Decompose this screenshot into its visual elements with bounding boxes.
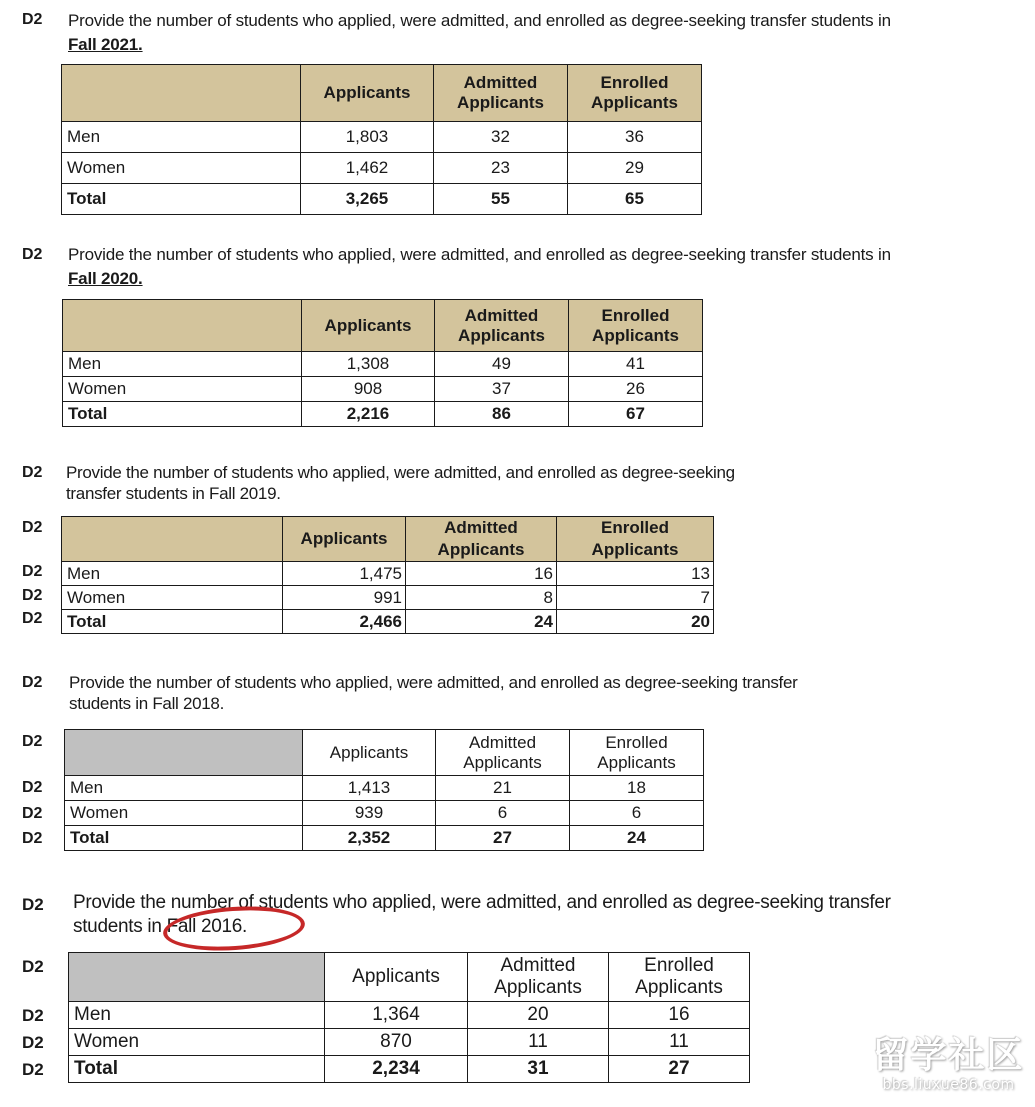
row-label: Men bbox=[62, 562, 283, 586]
table-row-total bbox=[63, 402, 703, 427]
row-code: D2 bbox=[22, 587, 43, 604]
prompt-line: students in Fall 2016. bbox=[73, 916, 248, 937]
table-header-row bbox=[63, 300, 703, 352]
header-applicants: Applicants bbox=[303, 730, 436, 776]
header-enrolled: Enrolled Applicants bbox=[568, 65, 702, 122]
watermark bbox=[866, 1036, 1031, 1094]
prompt-line: Provide the number of students who applied, were admitted, and enrolled as degree-seeking transfer bbox=[73, 892, 891, 913]
header-admitted: Admitted Applicants bbox=[406, 517, 557, 562]
header-blank bbox=[62, 517, 283, 562]
prompt-text: Provide the number of students who applied, were admitted, and enrolled as degree-seeking transfer students in bbox=[68, 11, 891, 30]
row-code: D2 bbox=[22, 519, 43, 536]
cell-applicants: 1,308 bbox=[302, 352, 435, 377]
cell-admitted: 31 bbox=[468, 1056, 609, 1083]
table-row bbox=[62, 586, 714, 610]
item-code: D2 bbox=[22, 674, 43, 691]
cell-enrolled: 7 bbox=[557, 586, 714, 610]
row-code: D2 bbox=[22, 830, 43, 847]
cell-applicants: 1,462 bbox=[301, 153, 434, 184]
watermark-url: bbs.liuxue86.com bbox=[882, 1077, 1015, 1093]
cell-applicants: 2,234 bbox=[325, 1056, 468, 1083]
cell-enrolled: 41 bbox=[569, 352, 703, 377]
cell-enrolled: 13 bbox=[557, 562, 714, 586]
cell-applicants: 1,803 bbox=[301, 122, 434, 153]
header-blank bbox=[69, 953, 325, 1002]
data-table bbox=[68, 952, 750, 1083]
row-code: D2 bbox=[22, 610, 43, 627]
cell-enrolled: 29 bbox=[568, 153, 702, 184]
row-label: Women bbox=[63, 377, 302, 402]
table-header-row bbox=[69, 953, 750, 1002]
cell-enrolled: 65 bbox=[568, 184, 702, 215]
cell-admitted: 24 bbox=[406, 610, 557, 634]
prompt-line: Provide the number of students who applied, were admitted, and enrolled as degree-seeking transfer bbox=[69, 673, 798, 692]
cell-admitted: 49 bbox=[435, 352, 569, 377]
table-row bbox=[65, 801, 704, 826]
item-code: D2 bbox=[22, 246, 43, 263]
cell-enrolled: 20 bbox=[557, 610, 714, 634]
cell-enrolled: 6 bbox=[570, 801, 704, 826]
cell-applicants: 3,265 bbox=[301, 184, 434, 215]
header-blank bbox=[63, 300, 302, 352]
row-label: Men bbox=[65, 776, 303, 801]
cell-admitted: 23 bbox=[434, 153, 568, 184]
table-header-row bbox=[62, 65, 702, 122]
row-label: Total bbox=[69, 1056, 325, 1083]
table-row bbox=[63, 352, 703, 377]
cell-admitted: 55 bbox=[434, 184, 568, 215]
row-code: D2 bbox=[22, 1033, 44, 1052]
header-admitted: Admitted Applicants bbox=[436, 730, 570, 776]
row-label: Women bbox=[65, 801, 303, 826]
prompt-line: students in Fall 2018. bbox=[69, 694, 224, 713]
table-row-total bbox=[62, 184, 702, 215]
cell-admitted: 37 bbox=[435, 377, 569, 402]
row-code: D2 bbox=[22, 1060, 44, 1079]
row-code: D2 bbox=[22, 563, 43, 580]
cell-admitted: 11 bbox=[468, 1029, 609, 1056]
cell-enrolled: 36 bbox=[568, 122, 702, 153]
cell-admitted: 27 bbox=[436, 826, 570, 851]
cell-enrolled: 26 bbox=[569, 377, 703, 402]
cell-applicants: 1,475 bbox=[283, 562, 406, 586]
header-admitted: Admitted Applicants bbox=[468, 953, 609, 1002]
row-label: Total bbox=[62, 610, 283, 634]
table-header-row bbox=[62, 517, 714, 562]
row-label: Men bbox=[69, 1002, 325, 1029]
data-table bbox=[61, 516, 714, 634]
header-admitted: Admitted Applicants bbox=[434, 65, 568, 122]
cell-applicants: 991 bbox=[283, 586, 406, 610]
row-code: D2 bbox=[22, 779, 43, 796]
cell-applicants: 1,364 bbox=[325, 1002, 468, 1029]
item-code: D2 bbox=[22, 895, 44, 914]
table-header-row bbox=[65, 730, 704, 776]
table-row-total bbox=[65, 826, 704, 851]
section-prompt bbox=[66, 462, 846, 504]
cell-applicants: 1,413 bbox=[303, 776, 436, 801]
table-row bbox=[69, 1029, 750, 1056]
cell-applicants: 2,466 bbox=[283, 610, 406, 634]
header-applicants: Applicants bbox=[302, 300, 435, 352]
row-label: Women bbox=[69, 1029, 325, 1056]
header-enrolled: Enrolled Applicants bbox=[569, 300, 703, 352]
cell-enrolled: 18 bbox=[570, 776, 704, 801]
row-label: Men bbox=[63, 352, 302, 377]
cell-enrolled: 11 bbox=[609, 1029, 750, 1056]
row-label: Total bbox=[63, 402, 302, 427]
table-row bbox=[63, 377, 703, 402]
section-prompt bbox=[68, 9, 898, 57]
cell-applicants: 870 bbox=[325, 1029, 468, 1056]
header-applicants: Applicants bbox=[325, 953, 468, 1002]
table-row bbox=[62, 153, 702, 184]
cell-enrolled: 16 bbox=[609, 1002, 750, 1029]
row-code: D2 bbox=[22, 733, 43, 750]
cell-applicants: 2,352 bbox=[303, 826, 436, 851]
table-row bbox=[69, 1002, 750, 1029]
prompt-text: Provide the number of students who applied, were admitted, and enrolled as degree-seeking transfer students in bbox=[68, 245, 891, 264]
data-table bbox=[61, 64, 702, 215]
row-label: Total bbox=[62, 184, 301, 215]
table-row bbox=[62, 122, 702, 153]
header-blank bbox=[62, 65, 301, 122]
prompt-term: Fall 2021. bbox=[68, 35, 143, 54]
row-code: D2 bbox=[22, 1006, 44, 1025]
row-label: Men bbox=[62, 122, 301, 153]
cell-applicants: 908 bbox=[302, 377, 435, 402]
row-label: Total bbox=[65, 826, 303, 851]
cell-enrolled: 24 bbox=[570, 826, 704, 851]
cell-admitted: 16 bbox=[406, 562, 557, 586]
header-applicants: Applicants bbox=[301, 65, 434, 122]
table-row-total bbox=[62, 610, 714, 634]
data-table bbox=[64, 729, 704, 851]
cell-admitted: 21 bbox=[436, 776, 570, 801]
prompt-term: Fall 2020. bbox=[68, 269, 143, 288]
table-row bbox=[62, 562, 714, 586]
cell-enrolled: 67 bbox=[569, 402, 703, 427]
cell-admitted: 6 bbox=[436, 801, 570, 826]
section-prompt bbox=[69, 672, 969, 714]
prompt-line: Provide the number of students who applied, were admitted, and enrolled as degree-seeking bbox=[66, 463, 735, 482]
cell-admitted: 86 bbox=[435, 402, 569, 427]
cell-admitted: 8 bbox=[406, 586, 557, 610]
table-row-total bbox=[69, 1056, 750, 1083]
row-code: D2 bbox=[22, 957, 44, 976]
watermark-logo-text: 留学社区 bbox=[872, 1035, 1025, 1076]
cell-applicants: 939 bbox=[303, 801, 436, 826]
cell-applicants: 2,216 bbox=[302, 402, 435, 427]
header-blank bbox=[65, 730, 303, 776]
table-row bbox=[65, 776, 704, 801]
item-code: D2 bbox=[22, 11, 43, 28]
header-admitted: Admitted Applicants bbox=[435, 300, 569, 352]
row-code: D2 bbox=[22, 805, 43, 822]
cell-admitted: 20 bbox=[468, 1002, 609, 1029]
header-enrolled: Enrolled Applicants bbox=[609, 953, 750, 1002]
prompt-line: transfer students in Fall 2019. bbox=[66, 484, 281, 503]
section-prompt bbox=[68, 243, 898, 291]
row-label: Women bbox=[62, 153, 301, 184]
item-code: D2 bbox=[22, 464, 43, 481]
cell-enrolled: 27 bbox=[609, 1056, 750, 1083]
data-table bbox=[62, 299, 703, 427]
header-enrolled: Enrolled Applicants bbox=[557, 517, 714, 562]
row-label: Women bbox=[62, 586, 283, 610]
header-enrolled: Enrolled Applicants bbox=[570, 730, 704, 776]
header-applicants: Applicants bbox=[283, 517, 406, 562]
cell-admitted: 32 bbox=[434, 122, 568, 153]
